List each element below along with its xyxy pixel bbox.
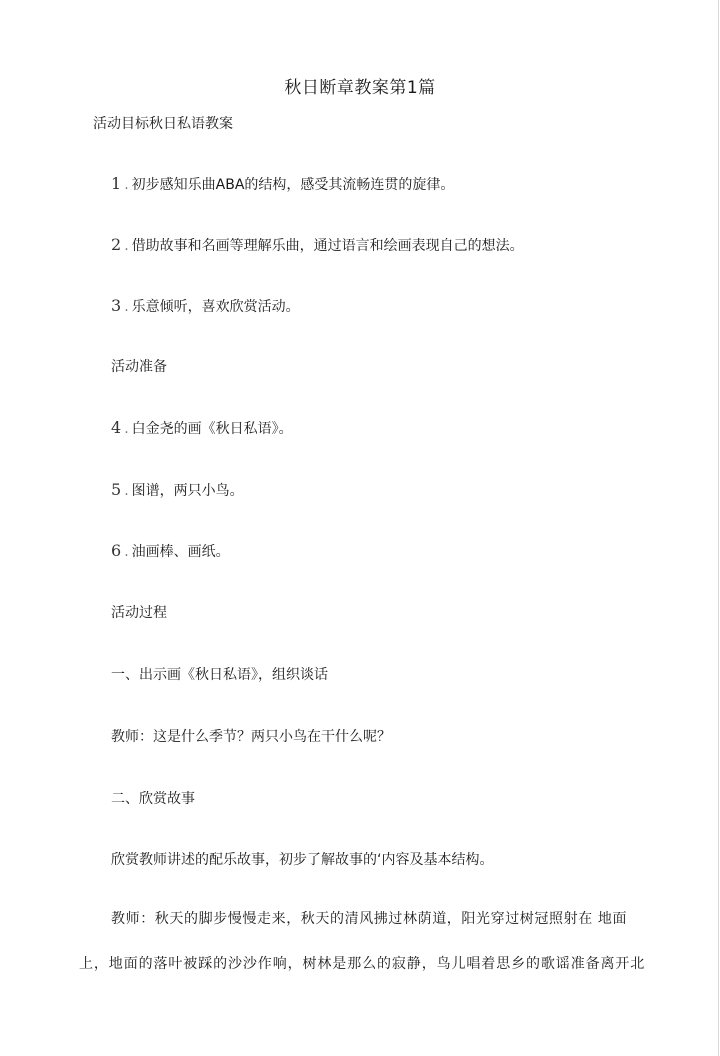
goal-item-3: 3 . 乐意倾听，喜欢欣赏活动。 <box>111 296 300 315</box>
prep-text: 油画棒、画纸。 <box>131 544 230 560</box>
goal-number: 1 <box>111 174 122 193</box>
goal-text: 借助故事和名画等理解乐曲，通过语言和绘画表现自己的想法。 <box>131 238 524 254</box>
goal-number: 3 <box>111 296 122 315</box>
process-heading: 活动过程 <box>111 605 167 621</box>
prep-number: 4 <box>111 418 122 437</box>
step1-heading: 一、出示画《秋日私语》，组织谈话 <box>111 667 328 683</box>
document-title: 秋日断章教案第1篇 <box>284 78 436 98</box>
prep-number: 5 <box>111 480 122 499</box>
prep-item-5: 5 . 图谱，两只小鸟。 <box>111 480 244 499</box>
goal-text: 初步感知乐曲ABA的结构，感受其流畅连贯的旋律。 <box>131 177 455 193</box>
step2-paragraph: 欣赏教师讲述的配乐故事，初步了解故事的‘内容及基本结构。 <box>111 852 494 868</box>
prep-text: 图谱，两只小鸟。 <box>131 483 244 499</box>
prep-item-4: 4 . 白金尧的画《秋日私语》。 <box>111 418 293 437</box>
goal-text: 乐意倾听，喜欢欣赏活动。 <box>131 299 300 315</box>
prep-number: 6 <box>111 541 122 560</box>
step2-heading: 二、欣赏故事 <box>111 791 195 807</box>
goal-number: 2 <box>111 235 122 254</box>
step1-teacher-line: 教师：这是什么季节？两只小鸟在干什么呢？ <box>111 729 391 745</box>
prep-text: 白金尧的画《秋日私语》。 <box>131 421 293 437</box>
goal-item-1: 1 . 初步感知乐曲ABA的结构，感受其流畅连贯的旋律。 <box>111 174 455 193</box>
step2-teacher-line-1: 教师：秋天的脚步慢慢走来，秋天的清风拂过林荫道，阳光穿过树冠照射在 地面 <box>111 911 628 927</box>
prep-item-6: 6 . 油画棒、画纸。 <box>111 541 230 560</box>
step2-teacher-line-2: 上，地面的落叶被踩的沙沙作响，树林是那么的寂静，鸟儿唱着思乡的歌谣准备离开北 <box>79 956 646 972</box>
subtitle: 活动目标秋日私语教案 <box>93 116 233 132</box>
prep-heading: 活动准备 <box>111 359 167 375</box>
page-edge <box>718 0 719 1056</box>
goal-item-2: 2 . 借助故事和名画等理解乐曲，通过语言和绘画表现自己的想法。 <box>111 235 524 254</box>
